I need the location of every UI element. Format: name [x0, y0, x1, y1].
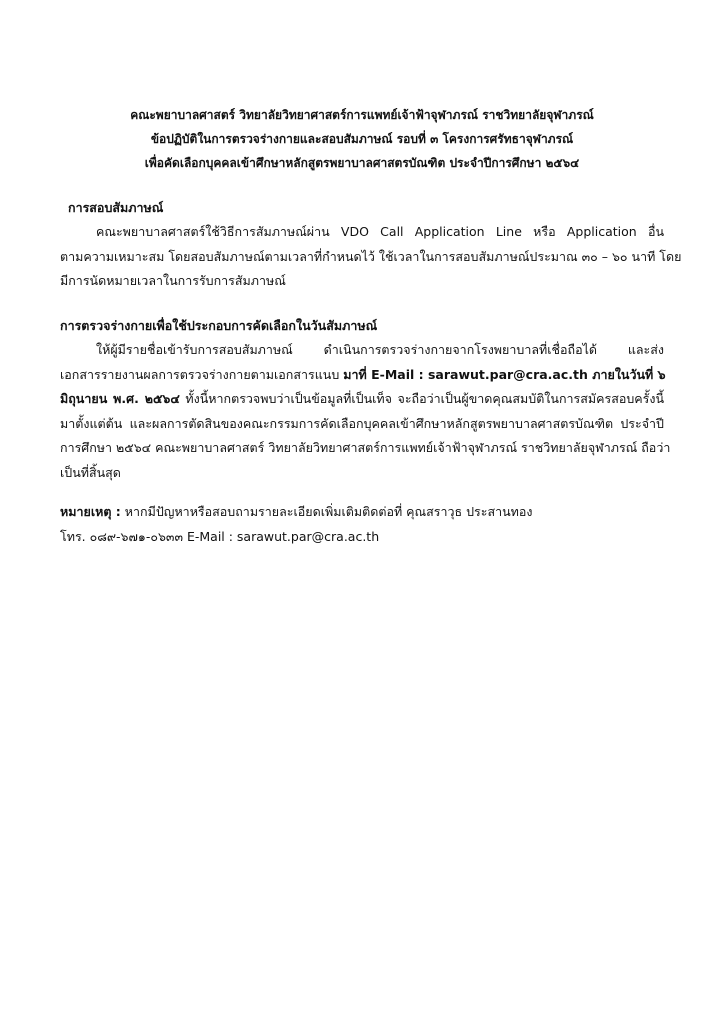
medical-line-1: ให้ผู้มีรายชื่อเข้ารับการสอบสัมภาษณ์ ดำเนินการตรวจร่างกายจากโรงพยาบาลที่เชื่อถือได้ และส่ง	[96, 342, 664, 357]
medical-line-4: มาตั้งแต่ต้น และผลการตัดสินของคณะกรรมการคัดเลือกบุคคลเข้าศึกษาหลักสูตรพยาบาลศาสตรบัณฑิต ประจำปี	[60, 415, 664, 431]
header-line-purpose: เพื่อคัดเลือกบุคคลเข้าศึกษาหลักสูตรพยาบาลศาสตรบัณฑิต ประจำปีการศึกษา ๒๕๖๔	[144, 156, 580, 170]
medical-email-deadline: มาที่ E-Mail : sarawut.par@cra.ac.th ภายในวันที่ ๖	[343, 366, 666, 382]
header-line-title: ข้อปฏิบัติในการตรวจร่างกายและสอบสัมภาษณ์ รอบที่ ๓ โครงการศรัทธาจุฬาภรณ์	[150, 132, 574, 146]
interview-paragraph	[60, 220, 682, 294]
interview-section-title: การสอบสัมภาษณ์	[68, 200, 164, 215]
header-line-faculty: คณะพยาบาลศาสตร์ วิทยาลัยวิทยาศาสตร์การแพทย์เจ้าฟ้าจุฬาภรณ์ ราชวิทยาลัยจุฬาภรณ์	[130, 108, 594, 122]
interview-line-1: คณะพยาบาลศาสตร์ใช้วิธีการสัมภาษณ์ผ่าน VDO Call Application Line หรือ Application อื่น	[96, 224, 664, 239]
interview-line-3: มีการนัดหมายเวลาในการรับการสัมภาษณ์	[60, 273, 286, 288]
note-paragraph	[60, 500, 664, 549]
medical-line-2-text: เอกสารรายงานผลการตรวจร่างกายตามเอกสารแนบ	[60, 366, 344, 382]
medical-line-3-text: ทั้งนี้หากตรวจพบว่าเป็นข้อมูลที่เป็นเท็จ จะถือว่าเป็นผู้ขาดคุณสมบัติในการสมัครสอบครั้งนี้	[179, 391, 664, 406]
note-contact: โทร. ๐๘๙-๖๗๑-๐๖๓๓ E-Mail : sarawut.par@cra.ac.th	[60, 528, 380, 544]
medical-line-3	[60, 387, 664, 412]
interview-section	[60, 196, 682, 294]
medical-exam-section-title: การตรวจร่างกายเพื่อใช้ประกอบการคัดเลือกในวันสัมภาษณ์	[60, 318, 378, 333]
interview-line-2: ตามความเหมาะสม โดยสอบสัมภาษณ์ตามเวลาที่กำหนดไว้ ใช้เวลาในการสอบสัมภาษณ์ประมาณ ๓๐ – ๖๐ นาที โดย	[60, 248, 682, 264]
note-text: หากมีปัญหาหรือสอบถามรายละเอียดเพิ่มเติมติดต่อที่ คุณสราวุธ ประสานทอง	[120, 504, 533, 519]
medical-exam-paragraph	[60, 338, 671, 485]
note-label: หมายเหตุ :	[60, 504, 121, 519]
note-section	[60, 500, 664, 549]
medical-line-6: เป็นที่สิ้นสุด	[60, 464, 121, 480]
medical-deadline-date: มิถุนายน พ.ศ. ๒๕๖๔	[60, 391, 180, 406]
document-header	[0, 103, 724, 175]
medical-line-5: การศึกษา ๒๕๖๔ คณะพยาบาลศาสตร์ วิทยาลัยวิทยาศาสตร์การแพทย์เจ้าฟ้าจุฬาภรณ์ ราชวิทยาลัยจุฬาภรณ์ ถือว่า	[60, 440, 671, 455]
note-line	[60, 500, 664, 525]
medical-exam-section	[60, 314, 671, 485]
medical-line-2	[60, 363, 664, 388]
